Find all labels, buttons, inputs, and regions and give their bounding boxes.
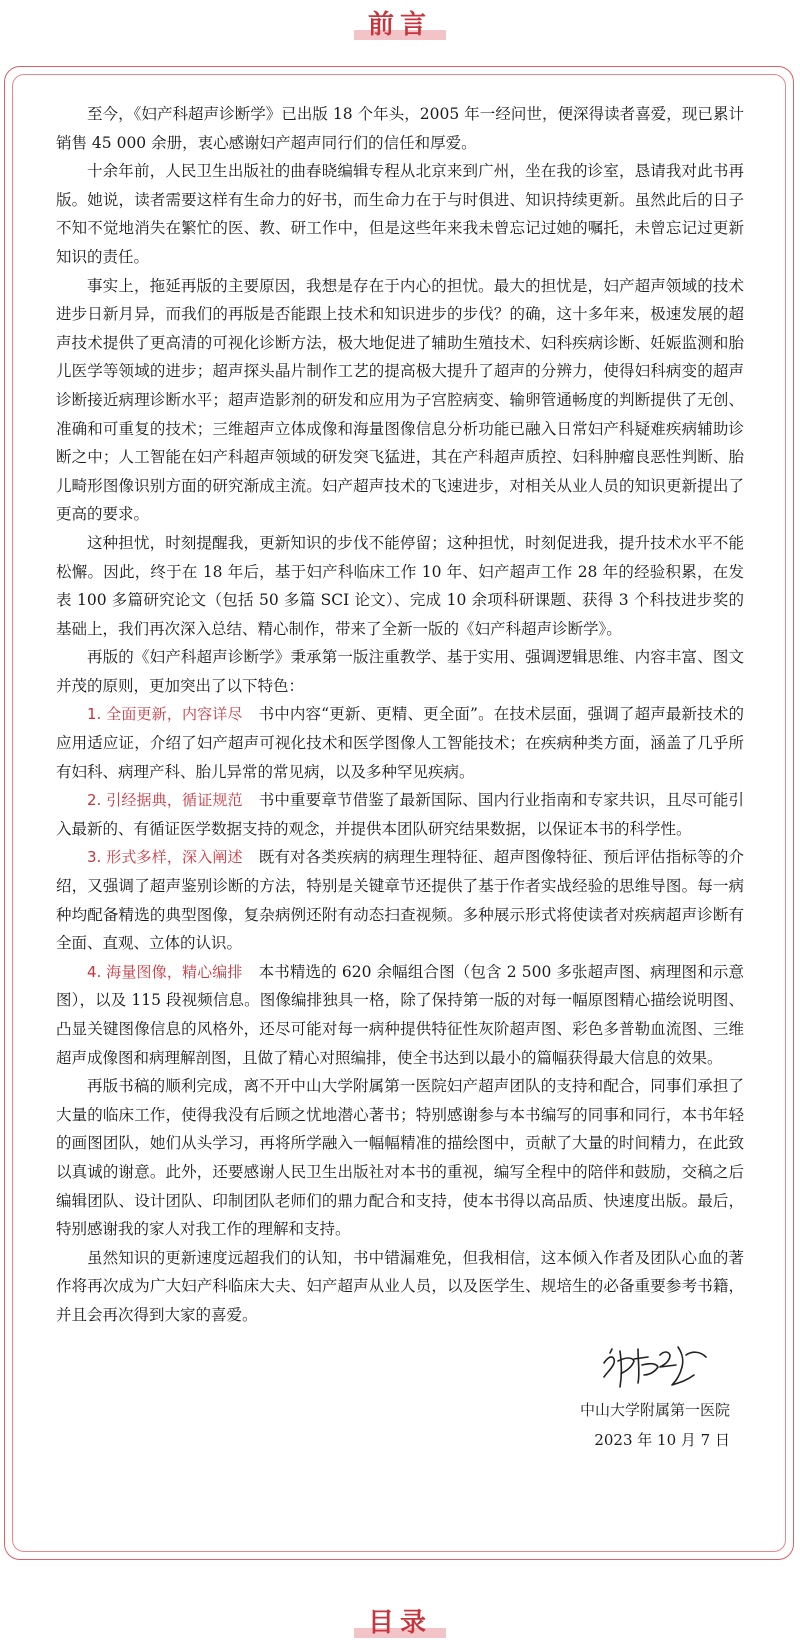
feature-title-3: 3. 形式多样，深入阐述 (87, 848, 243, 867)
paragraph-4: 这种担忧，时刻提醒我，更新知识的步伐不能停留；这种担忧，时刻促进我，提升技术水平不能松懈。因此，终于在 18 年后，基于妇产科临床工作 10 年、妇产超声工作 28 年的经验积累，在发表 100 多篇研究论文（包括 50 多篇 SCI 论文）、完成 10 余项科研课题、获得 3 个科技进步奖的基础上，我们再次深入总结、精心制作，带来了全新一版的《妇产科超声诊断学》。 (56, 533, 744, 638)
feature-title-2: 2. 引经据典，循证规范 (87, 791, 243, 810)
paragraph-6: 再版书稿的顺利完成，离不开中山大学附属第一医院妇产超声团队的支持和配合，同事们承担了大量的临床工作，使得我没有后顾之忧地潜心著书；特别感谢参与本书编写的同事和同行，本书年轻的画图团队，她们从头学习，再将所学融入一幅幅精准的描绘图中，贡献了大量的时间精力，在此致以真诚的谢意。此外，还要感谢人民卫生出版社对本书的重视，编写全程中的陪伴和鼓励，交稿之后编辑团队、设计团队、印制团队老师们的鼎力配合和支持，使本书得以高品质、快速度出版。最后，特别感谢我的家人对我工作的理解和支持。 (56, 1077, 744, 1239)
signature-date: 2023 年 10 月 7 日 (594, 1431, 730, 1449)
feature-text-1: 书中内容“更新、更精、更全面”。在技术层面，强调了超声最新技术的应用适应证，介绍了妇产超声可视化技术和医学图像人工智能技术；在疾病种类方面，涵盖了几乎所有妇科、病理产科、胎儿异常的常见病，以及多种罕见疾病。 (56, 705, 744, 781)
feature-item-3 (56, 843, 744, 957)
handwritten-signature (598, 1335, 718, 1391)
feature-item-4 (56, 958, 744, 1072)
signature-block (510, 1335, 730, 1455)
paragraph-3: 事实上，拖延再版的主要原因，我想是存在于内心的担忧。最大的担忧是，妇产超声领域的技术进步日新月异，而我们的再版是否能跟上技术和知识进步的步伐？的确，这十多年来，极速发展的超声技术提供了更高清的可视化诊断方法，极大地促进了辅助生殖技术、妇科疾病诊断、妊娠监测和胎儿医学等领域的进步；超声探头晶片制作工艺的提高极大提升了超声的分辨力，使得妇科病变的超声诊断接近病理诊断水平；超声造影剂的研发和应用为子宫腔病变、输卵管通畅度的判断提供了无创、准确和可重复的技术；三维超声立体成像和海量图像信息分析功能已融入日常妇产科疑难疾病辅助诊断之中；人工智能在妇产科超声领域的研发突飞猛进，其在产科超声质控、妇科肿瘤良恶性判断、胎儿畸形图像识别方面的研究渐成主流。妇产超声技术的飞速进步，对相关从业人员的知识更新提出了更高的要求。 (56, 276, 744, 524)
author-affiliation: 中山大学附属第一医院 (579, 1401, 730, 1419)
feature-title-1: 1. 全面更新，内容详尽 (87, 705, 243, 724)
preface-title: 前言 (367, 10, 432, 40)
preface-heading (0, 4, 800, 41)
feature-item-1 (56, 700, 744, 786)
paragraph-2: 十余年前，人民卫生出版社的曲春晓编辑专程从北京来到广州，坐在我的诊室，恳请我对此书再版。她说，读者需要这样有生命力的好书，而生命力在于与时俱进、知识持续更新。虽然此后的日子不知不觉地消失在繁忙的医、教、研工作中，但是这些年来我未曾忘记过她的嘱托，未曾忘记过更新知识的责任。 (56, 162, 744, 266)
feature-text-3: 既有对各类疾病的病理生理特征、超声图像特征、预后评估指标等的介绍，又强调了超声鉴别诊断的方法，特别是关键章节还提供了基于作者实战经验的思维导图。每一病种均配备精选的典型图像，复杂病例还附有动态扫查视频。多种展示形式将使读者对疾病超声诊断有全面、直观、立体的认识。 (56, 848, 744, 953)
preface-body (56, 100, 744, 1330)
feature-text-2: 书中重要章节借鉴了最新国际、国内行业指南和专家共识，且尽可能引入最新的、有循证医学数据支持的观念，并提供本团队研究结果数据，以保证本书的科学性。 (56, 791, 744, 838)
feature-item-2 (56, 786, 744, 843)
paragraph-1: 至今，《妇产科超声诊断学》已出版 18 个年头，2005 年一经问世，便深得读者喜爱，现已累计销售 45 000 余册，衷心感谢妇产超声同行们的信任和厚爱。 (56, 105, 744, 152)
feature-text-4: 本书精选的 620 余幅组合图（包含 2 500 多张超声图、病理图和示意图），以及 115 段视频信息。图像编排独具一格，除了保持第一版的对每一幅原图精心描绘说明图、凸显关键图像信息的风格外，还尽可能对每一病种提供特征性灰阶超声图、彩色多普勒血流图、三维超声成像图和病理解剖图，且做了精心对照编排，使全书达到以最小的篇幅获得最大信息的效果。 (56, 962, 744, 1067)
feature-title-4: 4. 海量图像，精心编排 (87, 962, 243, 981)
contents-heading (0, 1602, 800, 1639)
paragraph-7: 虽然知识的更新速度远超我们的认知，书中错漏难免，但我相信，这本倾入作者及团队心血的著作将再次成为广大妇产科临床大夫、妇产超声从业人员，以及医学生、规培生的必备重要参考书籍，并且会再次得到大家的喜爱。 (56, 1248, 744, 1324)
paragraph-5: 再版的《妇产科超声诊断学》秉承第一版注重教学、基于实用、强调逻辑思维、内容丰富、图文并茂的原则，更加突出了以下特色： (56, 648, 744, 695)
contents-title: 目录 (367, 1608, 432, 1638)
